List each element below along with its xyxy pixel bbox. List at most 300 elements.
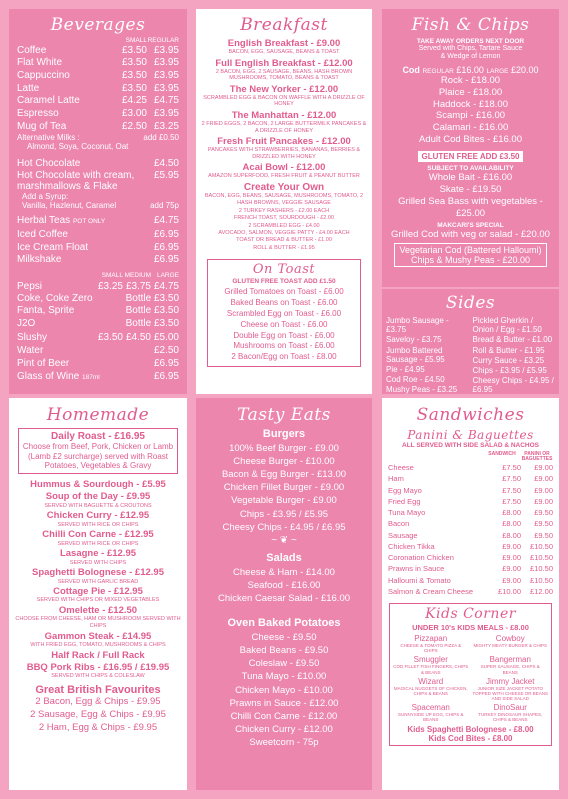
toast-list (210, 287, 358, 363)
item-name: Bacon (388, 519, 410, 529)
pepsi-large: £4.75 (153, 280, 179, 292)
item-name: Cappuccino (17, 69, 70, 81)
potatoes-item: Coleslaw - £9.50 (248, 658, 320, 670)
side-item: Cod Roe - £4.50 (386, 375, 445, 385)
fish-title: Fish & Chips (411, 15, 530, 35)
fish-list-2 (388, 172, 553, 220)
menu-row (388, 530, 553, 541)
slushy-small: £3.50 (97, 331, 123, 343)
item-price: £3.50 (121, 57, 147, 69)
item-name: Flat White (17, 57, 63, 69)
toast-item: Cheese on Toast - £6.00 (240, 319, 328, 329)
fish-item: Whole Bait - £16.00 (428, 172, 513, 184)
burgers-item: 100% Beef Burger - £9.00 (229, 443, 339, 454)
cod-large-label: LARGE (486, 67, 509, 75)
side-item: Jumbo Battered Sausage - £5.95 (386, 345, 445, 364)
salads-title: Salads (266, 551, 302, 564)
item-price: £6.95 (153, 241, 179, 253)
beverages-panel (9, 9, 187, 394)
sandwiches-panel (382, 398, 559, 790)
salads-item: Cheese & Ham - £14.00 (233, 566, 335, 578)
col-sandwich: SANDWICH (488, 451, 516, 457)
cod-regular-price: £16.00 (456, 64, 484, 75)
homemade-item-desc: SERVED WITH RICE OR CHIPS (57, 521, 139, 528)
item-price: £9.00 (502, 553, 521, 562)
breakfast-title: Breakfast (240, 15, 328, 35)
british-item: 2 Ham, Egg & Chips - £9.95 (38, 721, 158, 733)
potatoes-item: Cheese - £9.50 (251, 632, 317, 644)
kids-meal (393, 677, 469, 702)
item-price: Bottle £3.50 (125, 305, 179, 317)
fish-item: Scampi - £16.00 (435, 110, 506, 122)
side-item: Pie - £4.95 (386, 364, 425, 374)
homemade-item-desc: SERVED WITH CHIPS OR MIXED VEGETABLES (36, 597, 160, 604)
breakfast-item: The New Yorker - £12.00 (229, 83, 339, 95)
homemade-item: Hummus & Sourdough - £5.95 (30, 478, 166, 490)
create-your-own-line: ROLL & BUTTER - £1.95 (253, 244, 315, 251)
create-your-own-line: TOAST OR BREAD & BUTTER - £1.00 (236, 237, 332, 244)
item-price: £7.50 (502, 485, 521, 495)
item-name: Fanta, Sprite (17, 305, 75, 317)
daily-roast-box (18, 428, 178, 474)
toast-item: Grilled Tomatoes on Toast - £6.00 (224, 287, 344, 297)
menu-row (17, 318, 179, 331)
kids-meal-desc: TURKEY DINOSAUR SHAPES, CHIPS & BEANS (478, 712, 543, 723)
menu-row (17, 70, 179, 83)
item-name: Caramel Latte (17, 95, 80, 107)
menu-row (388, 473, 553, 484)
sides-left-column (386, 316, 469, 394)
burgers-item: Chips - £3.95 / £5.95 (239, 508, 329, 520)
kids-meal (473, 655, 549, 674)
homemade-item-desc: SERVED WITH GARLIC BREAD (57, 578, 139, 585)
kids-note: UNDER 10's KIDS MEALS - £8.00 (412, 623, 529, 632)
item-price: Bottle £3.50 (125, 292, 179, 304)
special-title: MAKCARI'S SPECIAL (437, 221, 504, 229)
sides-panel (382, 289, 559, 394)
pepsi: Pepsi (17, 280, 43, 292)
item-price: £10.00 (498, 586, 521, 596)
menu-row (17, 229, 179, 242)
sandwiches-title: Sandwiches (416, 405, 525, 425)
item-price: £9.00 (502, 564, 521, 574)
create-your-own-line: 2 TURKEY RASHERS - £2.00 EACH (238, 207, 330, 214)
item-price: £9.00 (534, 474, 553, 484)
fish-list (388, 75, 553, 146)
breakfast-item-desc: PANCAKES WITH STRAWBERRIES, BANANAS, BERRIES & DRIZZLED WITH HONEY (207, 147, 361, 160)
breakfast-item-desc: SCRAMBLED EGG & BACON ON WAFFLE WITH A DRIZZLE OF HONEY (203, 94, 365, 108)
item-name: Ice Cream Float (17, 241, 89, 253)
toast-item: Scrambled Egg on Toast - £6.00 (226, 308, 342, 318)
item-price: £3.95 (153, 44, 179, 56)
item-price: £10.50 (530, 575, 553, 585)
water-price: £2.50 (153, 344, 179, 356)
breakfast-item-desc: 2 BACON, EGG, 2 SAUSAGE, BEANS, HASH BROWN MUSHROOMS, TOMATO, BEANS & TOAST (215, 68, 353, 82)
create-your-own-line: BACON, EGG, BEANS, SAUSAGE, MUSHROOMS, TOMATO, 2 HASH BROWNS, VEGGIE SAUSAGE (204, 192, 364, 207)
toast-item: 2 Bacon/Egg on Toast - £8.00 (231, 352, 337, 362)
slushy: Slushy (17, 331, 48, 343)
sides-title: Sides (445, 293, 496, 313)
breakfast-item: English Breakfast - £9.00 (227, 38, 341, 49)
british-item: 2 Bacon, Egg & Chips - £9.95 (35, 696, 161, 708)
homemade-list (15, 479, 181, 680)
menu-row (388, 485, 553, 496)
kids-meal (393, 634, 469, 653)
menu-row (17, 95, 179, 108)
homemade-panel (9, 398, 187, 790)
burgers-item: Chicken Fillet Burger - £9.00 (223, 482, 345, 494)
item-name: Egg Mayo (388, 485, 422, 495)
item-name: Milkshake (17, 254, 62, 266)
kids-box (389, 603, 552, 746)
homemade-title: Homemade (46, 405, 150, 425)
availability-note: SUBJECT TO AVAILABILITY (427, 165, 514, 173)
beverages-title: Beverages (50, 15, 146, 35)
item-price: £3.25 (153, 120, 179, 132)
homemade-item: Chilli Con Carne - £12.95 (42, 529, 154, 541)
british-item: 2 Sausage, Egg & Chips - £9.95 (30, 708, 166, 720)
hot-chocolate-price: £4.50 (153, 157, 179, 169)
item-price: £3.95 (153, 82, 179, 94)
item-price: £10.50 (530, 553, 553, 562)
herbal-price: £4.75 (153, 215, 179, 227)
burgers-title: Burgers (262, 428, 306, 440)
side-item: Mushy Peas - £3.25 (386, 385, 458, 394)
item-price: £8.00 (502, 508, 521, 517)
breakfast-item: The Manhattan - £12.00 (231, 109, 337, 121)
great-british-list (15, 696, 181, 734)
menu-row (388, 575, 553, 586)
breakfast-item: Fresh Fruit Pancakes - £12.00 (217, 136, 351, 148)
create-your-own-list (201, 193, 367, 252)
daily-roast-desc: Choose from Beef, Pork, Chicken or Lamb (Lamb £2 surcharge) served with Roast Potatoes, Vegetables & Gravy (22, 442, 174, 471)
item-price: £9.00 (502, 575, 521, 585)
potatoes-list (202, 631, 366, 749)
toast-item: Double Egg on Toast - £6.00 (233, 330, 335, 340)
item-name: Fried Egg (388, 496, 421, 506)
kids-title: Kids Corner (425, 606, 516, 622)
fish-item: Calamari - £16.00 (432, 122, 509, 134)
item-price: £3.50 (121, 69, 147, 81)
item-price: £4.25 (121, 95, 147, 107)
salads-item: Chicken Caesar Salad - £16.00 (217, 592, 351, 604)
potatoes-item: Baked Beans - £9.50 (239, 645, 329, 657)
burgers-list (202, 442, 366, 534)
item-price: £3.95 (153, 57, 179, 69)
col-panini: PANINI OR BAGUETTES (521, 451, 553, 462)
syrup-label: Add a Syrup: (22, 191, 69, 201)
slushy-medium: £4.50 (125, 331, 151, 343)
homemade-item-desc: SERVED WITH CHIPS & COLESLAW (51, 673, 145, 680)
fish-item: Plaice - £18.00 (438, 86, 503, 98)
item-name: Prawns in Sauce (388, 564, 445, 574)
kids-meal (473, 677, 549, 702)
item-price: £3.95 (153, 107, 179, 119)
homemade-item: Gammon Steak - £14.95 (44, 630, 152, 642)
homemade-item: Spaghetti Bolognese - £12.95 (32, 567, 164, 579)
beverage-list (17, 45, 179, 134)
menu-row (17, 45, 179, 58)
side-item: Jumbo Sausage - £3.75 (386, 316, 449, 335)
item-name: Mug of Tea (17, 120, 67, 132)
side-item: Bread & Butter - £1.00 (472, 335, 553, 345)
pint-beer-price: £6.95 (153, 357, 179, 369)
gluten-free-badge: GLUTEN FREE ADD £3.50 (418, 151, 524, 162)
homemade-item: Lasagne - £12.95 (59, 548, 137, 560)
burgers-item: Cheesy Chips - £4.95 / £6.95 (222, 521, 346, 533)
kids-meal-desc: CHEESE & TOMATO PIZZA & CHIPS (400, 643, 462, 654)
menu-row (388, 552, 553, 563)
sandwich-note: ALL SERVED WITH SIDE SALAD & NACHOS (402, 442, 539, 449)
bottle-list (17, 293, 179, 331)
fish-item: Skate - £19.50 (439, 183, 502, 195)
toast-item: Baked Beans on Toast - £6.00 (230, 298, 338, 308)
sides-right-column (473, 316, 556, 394)
potatoes-item: Chicken Curry - £12.00 (235, 723, 333, 735)
gluten-free-toast-note: GLUTEN FREE TOAST ADD £1.50 (232, 278, 336, 286)
item-price: £9.50 (534, 530, 553, 540)
homemade-item-desc: WITH FRIED EGG, TOMATO, MUSHROOMS & CHIPS (30, 642, 166, 649)
homemade-item: Half Rack / Full Rack (51, 649, 145, 661)
item-price: £7.50 (502, 474, 521, 484)
vegetarian-line-1: Vegetarian Cod (Battered Halloumi) (399, 244, 542, 255)
kids-meal-name: Wizard (418, 676, 444, 686)
menu-row (388, 586, 553, 597)
fish-intro-1: TAKE AWAY ORDERS NEXT DOOR (416, 38, 525, 45)
daily-roast-title: Daily Roast - £16.95 (51, 431, 145, 442)
fish-item: Grilled Sea Bass with vegetables - £25.00 (398, 195, 543, 219)
vegetarian-box (394, 243, 547, 267)
alt-milks-price: add £0.50 (143, 133, 179, 143)
iced-list (17, 229, 179, 267)
kids-meal (473, 703, 549, 722)
item-name: Salmon & Cream Cheese (388, 586, 474, 596)
item-name: Iced Coffee (17, 229, 68, 241)
on-toast-box (207, 259, 361, 367)
item-price: £10.50 (530, 541, 553, 551)
item-price: £2.50 (121, 120, 147, 132)
item-price: £10.50 (530, 564, 553, 574)
salads-list (202, 566, 366, 605)
item-price: £4.75 (153, 95, 179, 107)
herbal-tea: Herbal Teas (17, 215, 71, 227)
col2-small: SMALL (101, 272, 123, 280)
menu-row (17, 305, 179, 318)
wine-price: £6.95 (153, 370, 179, 382)
side-item: Cheesy Chips - £4.95 / £6.95 (472, 376, 554, 394)
item-name: J2O (17, 318, 36, 330)
fish-item: Rock - £18.00 (440, 74, 501, 86)
homemade-item-desc: SERVED WITH CHIPS (69, 559, 127, 566)
syrup-list: Vanilla, Hazlenut, Caramel (22, 201, 117, 211)
slushy-large: £5.00 (153, 331, 179, 343)
side-item: Chips - £3.95 / £5.95 (472, 365, 547, 375)
item-price: £9.50 (534, 508, 553, 517)
item-name: Ham (388, 474, 404, 484)
kids-meal-name: Cowboy (495, 634, 525, 643)
pint-beer: Pint of Beer (17, 357, 70, 369)
item-price: Bottle £3.50 (125, 318, 179, 330)
item-name: Espresso (17, 107, 59, 119)
menu-row (17, 57, 179, 70)
fish-intro-2: Served with Chips, Tartare Sauce (418, 45, 523, 52)
potatoes-item: Chilli Con Carne - £12.00 (230, 710, 338, 722)
item-price: £3.00 (121, 107, 147, 119)
kids-meal-desc: SUPER SAUSAGE, CHIPS & BEANS (480, 664, 540, 675)
hot-chocolate-cream-price: £5.95 (153, 169, 179, 181)
item-price: £3.95 (153, 69, 179, 81)
menu-row (17, 108, 179, 121)
herbal-note: POT ONLY (72, 218, 106, 226)
item-price: £9.00 (534, 496, 553, 506)
water: Water (17, 344, 44, 356)
create-your-own-line: FRENCH TOAST, SOURDOUGH - £2.00 (233, 215, 335, 222)
burgers-item: Vegetable Burger - £9.00 (231, 495, 337, 507)
item-name: Tuna Mayo (388, 508, 426, 517)
breakfast-panel (196, 9, 372, 394)
alt-milks-label: Alternative Milks : (17, 133, 80, 143)
menu-row (388, 462, 553, 473)
breakfast-item: Full English Breakfast - £12.00 (215, 57, 353, 69)
col-regular: REGULAR (147, 37, 179, 44)
kids-extra-2: Kids Cod Bites - £8.00 (428, 733, 513, 743)
toast-item: Mushrooms on Toast - £6.00 (233, 341, 335, 351)
menu-row (388, 507, 553, 518)
breakfast-item-desc: 2 FRIED EGGS, 2 BACON, 2 LARGE BUTTERMILK PANCAKES & A DRIZZLE OF HONEY (201, 120, 367, 134)
potatoes-title: Oven Baked Potatoes (227, 617, 341, 630)
side-item: Saveloy - £3.75 (386, 335, 442, 345)
item-price: £3.50 (121, 44, 147, 56)
item-price: £3.50 (121, 82, 147, 94)
kids-meal-desc: MAGICAL NUGGETS OF CHICKEN, CHIPS & BEANS (393, 685, 468, 696)
side-item: Curry Sauce - £3.25 (472, 355, 545, 365)
kids-meal-desc: MIGHTY MEATY BURGER & CHIPS (473, 643, 547, 648)
item-price: £8.00 (502, 519, 521, 529)
create-your-own-title: Create Your Own (243, 181, 325, 193)
homemade-item: Soup of the Day - £9.95 (45, 491, 151, 503)
item-price: £8.00 (502, 530, 521, 540)
wine: Glass of Wine (17, 370, 80, 382)
item-name: Coffee (17, 44, 47, 56)
item-price: £6.95 (153, 229, 179, 241)
hot-chocolate: Hot Chocolate (17, 157, 81, 169)
kids-meal-name: Bangerman (489, 655, 531, 665)
homemade-item-desc: CHOOSE FROM CHEESE, HAM OR MUSHROOM SERVED WITH CHIPS (15, 616, 181, 630)
on-toast-title: On Toast (252, 262, 316, 278)
kids-meal-name: Spaceman (411, 703, 450, 713)
side-item: Pickled Gherkin / Onion / Egg - £1.50 (472, 316, 542, 335)
special-item: Grilled Cod with veg or salad - £20.00 (391, 228, 550, 240)
pepsi-medium: £3.75 (125, 280, 151, 292)
menu-row (388, 563, 553, 574)
kids-meal-desc: JUNIOR SIZE JACKET POTATO TOPPED WITH CHEESE OR BEANS AND SIDE SALAD (472, 685, 548, 702)
fish-item: Adult Cod Bites - £16.00 (419, 134, 522, 146)
potatoes-item: Chicken Mayo - £10.00 (235, 684, 333, 696)
item-price: £9.00 (502, 541, 521, 551)
divider-icon: ~ ❦ ~ (271, 534, 297, 546)
kids-meal-name: Jimmy Jacket (486, 676, 535, 686)
menu-row (388, 541, 553, 552)
item-price: £12.00 (530, 586, 553, 596)
vegetarian-line-2: Chips & Mushy Peas - £20.00 (410, 254, 531, 265)
side-item: Roll & Butter - £1.95 (472, 345, 545, 355)
menu-row (388, 496, 553, 507)
kids-meal (473, 634, 549, 653)
sandwich-list (388, 462, 553, 597)
col2-large: LARGE (156, 272, 179, 280)
fish-panel (382, 9, 559, 287)
item-name: Sausage (388, 530, 418, 540)
kids-meal-name: Smuggler (413, 655, 448, 665)
item-name: Coronation Chicken (388, 553, 454, 562)
fish-intro-3: & Wedge of Lemon (440, 53, 501, 61)
pepsi-small: £3.25 (97, 280, 123, 292)
item-name: Latte (17, 82, 40, 94)
breakfast-item-desc: BACON, EGG, SAUSAGE, BEANS & TOAST (228, 49, 340, 55)
homemade-item: Cottage Pie - £12.95 (53, 586, 143, 598)
tasty-panel (196, 398, 372, 790)
create-your-own-line: AVOCADO, SALMON, VEGGIE PATTY - £4.00 EACH (218, 230, 350, 237)
homemade-item: Chicken Curry - £12.95 (46, 510, 150, 522)
hot-chocolate-cream: Hot Chocolate with cream, marshmallows & Flake (17, 169, 135, 192)
potatoes-item: Prawns in Sauce - £12.00 (229, 697, 339, 709)
create-your-own-line: 2 SCRAMBLED EGG - £4.00 (248, 222, 320, 229)
great-british-title: Great British Favourites (35, 684, 161, 697)
item-price: £7.50 (502, 463, 521, 472)
item-price: £9.00 (534, 463, 553, 472)
fish-item: Haddock - £18.00 (433, 98, 508, 110)
kids-meal-name: DinoSaur (493, 703, 527, 713)
breakfast-item-desc: AMAZON SUPERFOOD, FRESH FRUIT & PEANUT BUTTER (208, 173, 360, 180)
menu-row (17, 293, 179, 306)
kids-meal-name: Pizzapan (414, 634, 448, 643)
col2-medium: MEDIUM (124, 272, 151, 280)
menu-row (17, 83, 179, 96)
potatoes-item: Sweetcorn - 75p (249, 736, 319, 748)
kids-meal (393, 655, 469, 674)
menu-row (388, 518, 553, 529)
menu-row (17, 254, 179, 267)
potatoes-item: Tuna Mayo - £10.00 (241, 671, 327, 683)
alt-milks-list: Almond, Soya, Coconut, Oat (27, 142, 129, 152)
kids-meal (393, 703, 469, 722)
menu-row (17, 121, 179, 134)
item-name: Chicken Tikka (388, 541, 435, 551)
kids-extra-1: Kids Spaghetti Bolognese - £8.00 (407, 724, 534, 734)
homemade-item: Omelette - £12.50 (58, 605, 138, 617)
homemade-item-desc: SERVED WITH BAGUETTE & CROUTONS (44, 502, 152, 509)
item-name: Coke, Coke Zero (17, 292, 93, 304)
cod-regular-label: REGULAR (422, 67, 454, 75)
menu-row (17, 242, 179, 255)
item-price: £9.50 (534, 519, 553, 529)
kids-list (393, 634, 548, 725)
tasty-title: Tasty Eats (237, 405, 331, 425)
salads-item: Seafood - £16.00 (247, 579, 321, 591)
kids-meal-desc: COD FILLET FISH FINGERS, CHIPS & BEANS (393, 664, 469, 675)
item-price: £7.50 (502, 496, 521, 506)
syrup-price: add 75p (150, 201, 179, 211)
burgers-item: Cheese Burger - £10.00 (233, 456, 335, 468)
col-small: SMALL (125, 37, 147, 44)
cod-large-price: £20.00 (511, 64, 539, 75)
panini-title: Panini & Baguettes (407, 428, 534, 442)
burgers-item: Bacon & Egg Burger - £13.00 (221, 469, 347, 481)
cod: Cod (402, 64, 420, 75)
item-price: £9.00 (534, 485, 553, 495)
wine-note: 187ml (82, 373, 100, 381)
item-name: Cheese (388, 463, 414, 472)
